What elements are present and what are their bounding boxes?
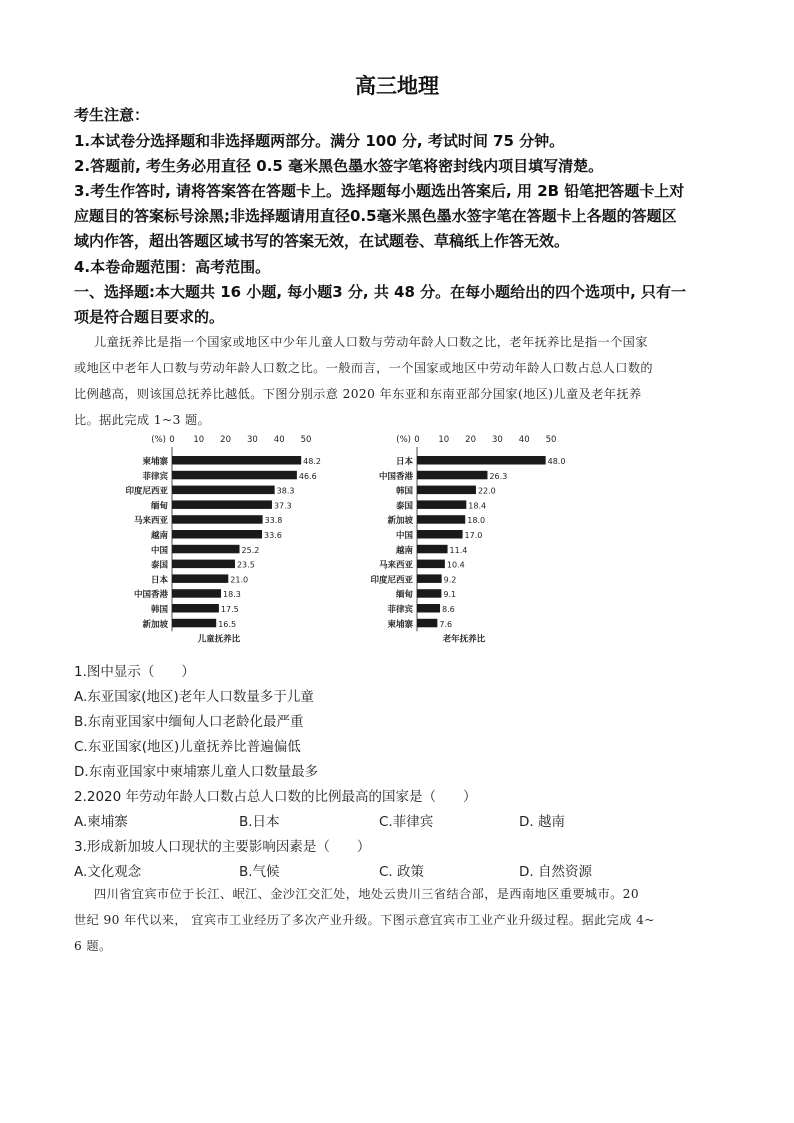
data-label: 9.1 [443,590,457,600]
question-2-stem: 2.2020 年劳动年龄人口数占总人口数的比例最高的国家是（ ） [74,789,477,805]
question-2-option-a[interactable]: A.柬埔寨 [74,814,128,830]
x-tick-label: 50 [545,435,557,445]
data-label: 33.8 [264,516,283,526]
question-1-option-a[interactable]: A.东亚国家(地区)老年人口数量多于儿童 [74,689,314,705]
section-heading-cont: 项是符合题目要求的。 [74,308,225,326]
category-label: 中国香港 [378,471,413,482]
data-label: 11.4 [449,545,468,555]
question-1-option-b[interactable]: B.东南亚国家中缅甸人口老龄化最严重 [74,714,304,730]
data-label: 17.0 [464,531,483,540]
chart-unit-label: (%) [151,435,166,445]
bar [172,545,240,554]
x-tick-label: 30 [491,435,503,445]
chart-title: 老年抚养比 [442,634,486,645]
bar [172,589,221,598]
child-dependency-chart [115,430,330,648]
data-label: 37.3 [273,501,292,511]
bar [172,619,216,628]
x-tick-label: 50 [300,435,312,445]
bar [172,500,272,509]
elderly-dependency-chart [360,430,590,648]
bar [417,604,440,613]
notice-heading: 考生注意： [74,106,150,124]
data-label: 25.2 [241,545,260,555]
category-label: 马来西亚 [378,560,413,571]
data-label: 17.5 [220,605,239,614]
x-tick-label: 40 [518,435,530,445]
bar [172,515,263,524]
category-label: 日本 [150,575,168,586]
bar [417,471,487,480]
question-3-option-c[interactable]: C. 政策 [379,864,425,880]
bar [417,456,546,465]
bar [417,574,442,583]
x-tick-label: 0 [414,435,420,445]
question-2-option-d[interactable]: D. 越南 [519,814,565,830]
data-label: 16.5 [218,619,237,629]
x-tick-label: 40 [273,435,285,445]
question-1-stem: 1.图中显示（ ） [74,664,195,680]
question-1-option-c[interactable]: C.东亚国家(地区)儿童抚养比普遍偏低 [74,739,301,755]
category-label: 日本 [395,457,413,467]
passage-line: 比例越高，则该国总抚养比越低。下图分别示意 2020 年东亚和东南亚部分国家(地区)儿童及老年抚养 [74,387,642,401]
data-label: 46.6 [298,471,317,481]
data-label: 18.4 [468,501,487,511]
data-label: 10.4 [446,560,465,570]
bar [417,589,441,598]
data-label: 21.0 [230,575,249,585]
notice-item: 2.答题前, 考生务必用直径 0.5 毫米黑色墨水签字笔将密封线内项目填写清楚。 [74,157,604,175]
bar [172,574,228,583]
data-label: 26.3 [489,471,508,481]
bar [172,560,235,569]
data-label: 33.6 [264,531,282,540]
data-label: 9.2 [443,575,457,585]
bar [172,486,275,495]
data-label: 23.5 [236,560,255,570]
notice-item: 应题目的答案标号涂黑;非选择题请用直径0.5毫米黑色墨水签字笔在答题卡上各题的答题区 [74,207,677,225]
category-label: 柬埔寨 [142,457,168,467]
question-2-option-b[interactable]: B.日本 [239,814,280,830]
category-label: 菲律宾 [387,605,413,615]
bar [417,530,463,539]
x-tick-label: 10 [438,435,450,445]
category-label: 中国香港 [133,590,168,601]
x-tick-label: 0 [169,435,175,445]
notice-item: 4.本卷命题范围：高考范围。 [74,258,271,276]
bar [417,560,445,569]
x-tick-label: 10 [193,435,205,445]
question-3-option-b[interactable]: B.气候 [239,864,280,880]
bar [417,545,448,554]
page-title: 高三地理 [355,73,439,98]
passage-line: 儿童抚养比是指一个国家或地区中少年儿童人口数与劳动年龄人口数之比，老年抚养比是指一个国家 [94,335,648,349]
data-label: 18.3 [223,590,241,600]
category-label: 中国 [150,545,168,556]
bar [172,604,219,613]
question-3-stem: 3.形成新加坡人口现状的主要影响因素是（ ） [74,839,371,855]
bar [417,619,437,628]
passage2-line: 四川省宜宾市位于长江、岷江、金沙江交汇处，地处云贵川三省结合部，是西南地区重要城市。20 [94,887,639,901]
bar [172,471,297,480]
question-3-option-d[interactable]: D. 自然资源 [519,864,592,880]
passage-line: 或地区中老年人口数与劳动年龄人口数之比。一般而言，一个国家或地区中劳动年龄人口数占总人口数的 [74,361,654,375]
category-label: 新加坡 [142,619,168,630]
category-label: 越南 [395,545,413,556]
passage2-line: 世纪 90 年代以来， 宜宾市工业经历了多次产业升级。下图示意宜宾市工业产业升级过程。据此完成 4~ [74,913,655,927]
category-label: 印度尼西亚 [125,486,168,497]
bar [417,515,465,524]
x-tick-label: 20 [220,435,232,445]
x-tick-label: 20 [465,435,477,445]
bar [172,530,262,539]
data-label: 38.3 [276,486,295,496]
notice-item: 域内作答，超出答题区域书写的答案无效，在试题卷、草稿纸上作答无效。 [74,232,570,250]
category-label: 中国 [395,531,413,541]
passage2-line: 6 题。 [74,939,112,953]
question-3-option-a[interactable]: A.文化观念 [74,864,142,880]
bar [417,486,476,495]
question-2-option-c[interactable]: C.菲律宾 [379,814,434,830]
x-tick-label: 30 [246,435,258,445]
bar [417,500,466,509]
data-label: 8.6 [442,605,455,614]
chart-unit-label: (%) [396,435,411,445]
data-label: 18.0 [467,516,486,526]
category-label: 韩国 [395,486,413,497]
data-label: 48.2 [303,457,321,466]
notice-item: 3.考生作答时, 请将答案答在答题卡上。选择题每小题选出答案后, 用 2B 铅笔把答题卡上对 [74,182,685,200]
category-label: 缅甸 [150,501,168,512]
category-label: 泰国 [395,501,413,512]
question-1-option-d[interactable]: D.东南亚国家中柬埔寨儿童人口数量最多 [74,764,319,780]
section-heading: 一、选择题:本大题共 16 小题, 每小题3 分, 共 48 分。在每小题给出的四个选项中, 只有一 [74,283,687,301]
category-label: 印度尼西亚 [370,575,413,586]
category-label: 菲律宾 [142,471,168,482]
category-label: 柬埔寨 [387,619,413,630]
category-label: 新加坡 [387,516,413,527]
category-label: 马来西亚 [133,516,168,527]
chart-title: 儿童抚养比 [197,634,241,645]
category-label: 越南 [150,531,168,541]
data-label: 7.6 [439,619,453,629]
notice-item: 1.本试卷分选择题和非选择题两部分。满分 100 分, 考试时间 75 分钟。 [74,132,565,150]
passage-line: 比。据此完成 1~3 题。 [74,413,211,427]
category-label: 韩国 [150,605,168,615]
category-label: 缅甸 [395,590,413,601]
data-label: 48.0 [547,457,566,466]
category-label: 泰国 [150,560,168,571]
data-label: 22.0 [477,486,496,496]
bar [172,456,301,465]
